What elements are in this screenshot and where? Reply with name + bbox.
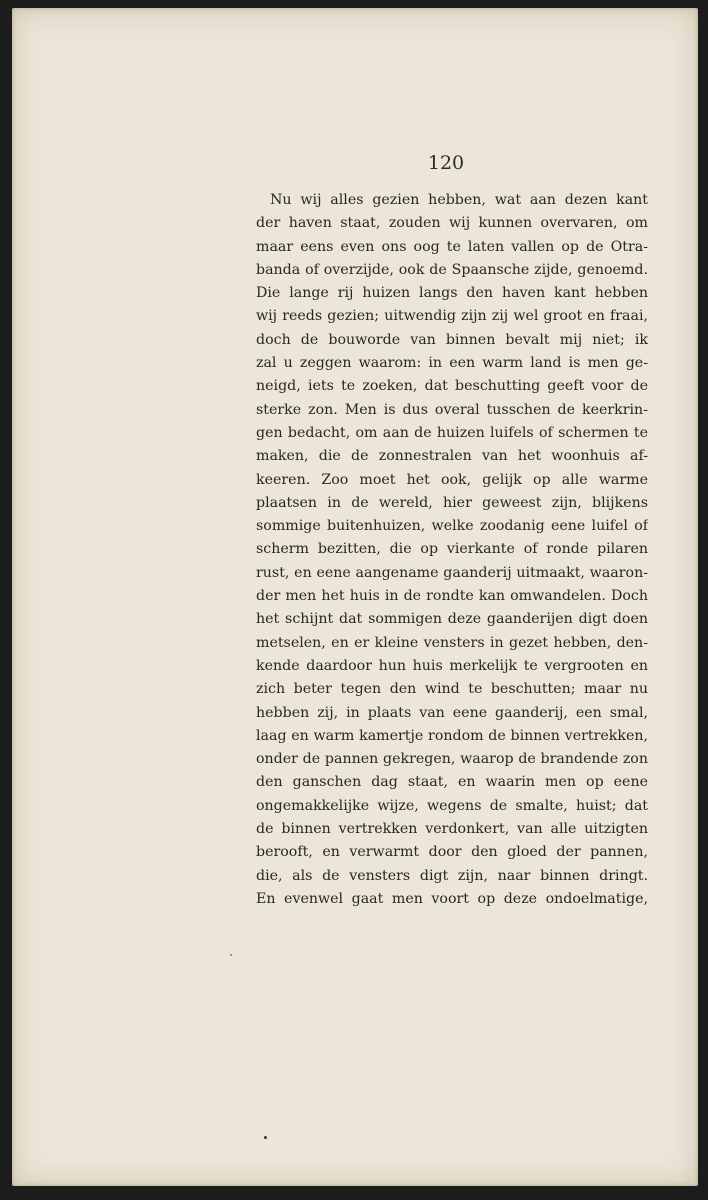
text-line: Nu wij alles gezien hebben, wat aan dezen kant bbox=[270, 192, 648, 208]
text-line: rust, en eene aangename gaanderij uitmaakt, waaron- bbox=[256, 564, 648, 581]
text-line: keeren. Zoo moet het ook, gelijk op alle warme bbox=[256, 471, 648, 488]
text-line: onder de pannen gekregen, waarop de brandende zon bbox=[256, 751, 648, 768]
page-number: 120 bbox=[427, 152, 465, 174]
text-line: Die lange rij huizen langs den haven kant hebben bbox=[256, 285, 648, 302]
book-page bbox=[12, 8, 698, 1186]
text-line: hebben zij, in plaats van eene gaanderij, een smal, bbox=[256, 704, 648, 721]
text-line: ongemakkelijke wijze, wegens de smalte, huist; dat bbox=[256, 797, 648, 814]
text-line: scherm bezitten, die op vierkante of ronde pilaren bbox=[256, 541, 648, 558]
text-line: sommige buitenhuizen, welke zoodanig eene luifel of bbox=[256, 518, 648, 535]
text-line: der haven staat, zouden wij kunnen overvaren, om bbox=[256, 215, 648, 232]
paper-fleck bbox=[264, 1136, 267, 1139]
text-line: maar eens even ons oog te laten vallen op de Otra- bbox=[256, 238, 648, 255]
text-line: metselen, en er kleine vensters in gezet hebben, den- bbox=[256, 634, 648, 651]
text-line: zich beter tegen den wind te beschutten; maar nu bbox=[256, 681, 648, 698]
body-text bbox=[256, 189, 648, 911]
text-line: plaatsen in de wereld, hier geweest zijn, blijkens bbox=[256, 494, 648, 511]
text-line: der men het huis in de rondte kan omwandelen. Doch bbox=[256, 588, 648, 605]
text-line: gen bedacht, om aan de huizen luifels of schermen te bbox=[256, 424, 648, 441]
text-line: sterke zon. Men is dus overal tusschen de keerkrin- bbox=[256, 401, 648, 418]
text-line: doch de bouworde van binnen bevalt mij niet; ik bbox=[256, 331, 648, 348]
text-line: zal u zeggen waarom: in een warm land is men ge- bbox=[256, 355, 648, 372]
text-line: de binnen vertrekken verdonkert, van alle uitzigten bbox=[256, 821, 648, 838]
text-line: wij reeds gezien; uitwendig zijn zij wel groot en fraai, bbox=[256, 308, 648, 325]
text-line: berooft, en verwarmt door den gloed der pannen, bbox=[256, 844, 648, 861]
paper-fleck bbox=[230, 954, 232, 956]
text-line: En evenwel gaat men voort op deze ondoelmatige, bbox=[256, 890, 648, 907]
text-line: neigd, iets te zoeken, dat beschutting geeft voor de bbox=[256, 378, 648, 395]
text-line: kende daardoor hun huis merkelijk te vergrooten en bbox=[256, 657, 648, 674]
text-line: den ganschen dag staat, en waarin men op eene bbox=[256, 774, 648, 791]
text-line: banda of overzijde, ook de Spaansche zijde, genoemd. bbox=[256, 261, 648, 278]
text-line: maken, die de zonnestralen van het woonhuis af- bbox=[256, 448, 648, 465]
text-line: laag en warm kamertje rondom de binnen vertrekken, bbox=[256, 727, 648, 744]
text-line: die, als de vensters digt zijn, naar binnen dringt. bbox=[256, 867, 648, 884]
text-line: het schijnt dat sommigen deze gaanderijen digt doen bbox=[256, 611, 648, 628]
